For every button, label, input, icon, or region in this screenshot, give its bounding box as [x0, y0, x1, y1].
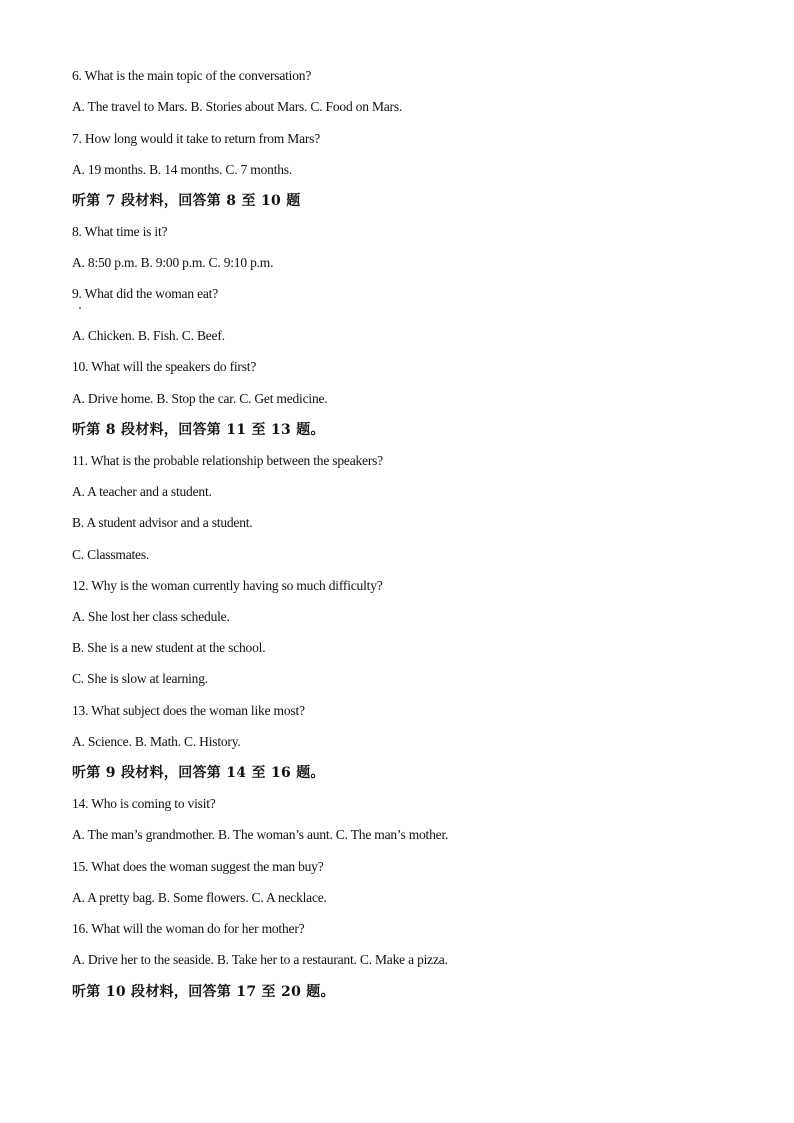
question-12-option-c: C. She is slow at learning.: [72, 671, 208, 686]
section-heading-10: 听第 10 段材料，回答第 17 至 20 题。: [72, 984, 335, 1000]
question-12-option-b: B. She is a new student at the school.: [72, 640, 266, 655]
question-14-options: A. The man’s grandmother. B. The woman’s aunt. C. The man’s mother.: [72, 827, 449, 842]
question-16-options: A. Drive her to the seaside. B. Take her to a restaurant. C. Make a pizza.: [72, 952, 448, 967]
section-heading-9: 听第 9 段材料，回答第 14 至 16 题。: [72, 765, 325, 781]
stray-mark: [79, 307, 81, 309]
question-10: 10. What will the speakers do first?: [72, 359, 257, 374]
section-heading-7: 听第 7 段材料，回答第 8 至 10 题: [72, 193, 301, 209]
question-11-option-a: A. A teacher and a student.: [72, 484, 212, 499]
question-14: 14. Who is coming to visit?: [72, 796, 216, 811]
question-12: 12. Why is the woman currently having so much difficulty?: [72, 578, 383, 593]
question-6: 6. What is the main topic of the conversation?: [72, 68, 312, 83]
question-9-options: A. Chicken. B. Fish. C. Beef.: [72, 328, 225, 343]
question-11-option-c: C. Classmates.: [72, 547, 150, 562]
question-8: 8. What time is it?: [72, 224, 168, 239]
question-7-options: A. 19 months. B. 14 months. C. 7 months.: [72, 162, 293, 177]
question-10-options: A. Drive home. B. Stop the car. C. Get medicine.: [72, 391, 328, 406]
question-16: 16. What will the woman do for her mother?: [72, 921, 305, 936]
question-9: 9. What did the woman eat?: [72, 286, 219, 301]
question-13-options: A. Science. B. Math. C. History.: [72, 734, 241, 749]
section-heading-8: 听第 8 段材料，回答第 11 至 13 题。: [72, 422, 325, 438]
question-15-options: A. A pretty bag. B. Some flowers. C. A necklace.: [72, 890, 327, 905]
question-15: 15. What does the woman suggest the man buy?: [72, 859, 324, 874]
question-11-option-b: B. A student advisor and a student.: [72, 515, 253, 530]
question-7: 7. How long would it take to return from Mars?: [72, 131, 320, 146]
question-6-options: A. The travel to Mars. B. Stories about Mars. C. Food on Mars.: [72, 99, 403, 114]
question-11: 11. What is the probable relationship between the speakers?: [72, 453, 383, 468]
question-13: 13. What subject does the woman like most?: [72, 703, 305, 718]
question-12-option-a: A. She lost her class schedule.: [72, 609, 230, 624]
question-8-options: A. 8:50 p.m. B. 9:00 p.m. C. 9:10 p.m.: [72, 255, 274, 270]
